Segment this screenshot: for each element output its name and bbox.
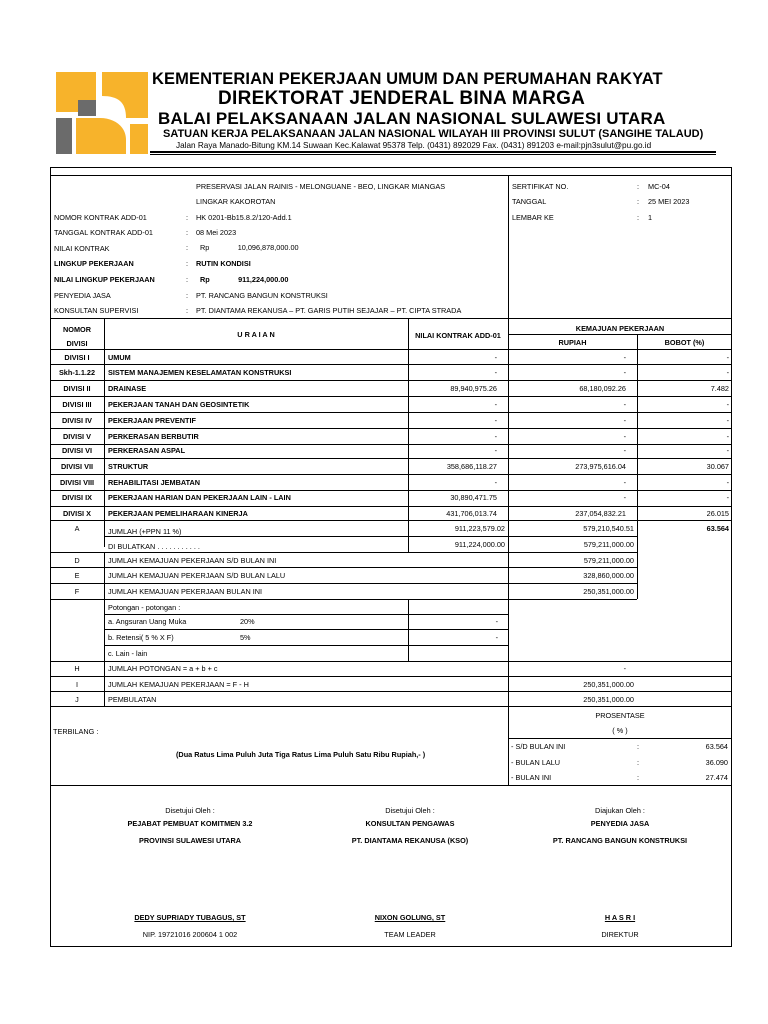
division-nilai: -: [494, 368, 497, 377]
division-bobot: -: [726, 446, 729, 455]
pct-lalu-label: - BULAN LALU: [511, 758, 561, 767]
sig2-position: TEAM LEADER: [384, 930, 436, 939]
division-bobot: -: [726, 416, 729, 425]
sig1-caption: Disetujui Oleh :: [165, 806, 215, 815]
row-line: [50, 396, 732, 397]
pct-lalu-value: 36.090: [705, 758, 728, 767]
info-label: NOMOR KONTRAK ADD-01: [54, 213, 147, 222]
row-line: [104, 645, 508, 646]
header-rule: [150, 151, 716, 153]
division-bobot: -: [726, 368, 729, 377]
division-rupiah: 237,054,832.21: [575, 509, 626, 518]
row-j-label: PEMBULATAN: [108, 695, 157, 704]
prosentase-label: PROSENTASE: [595, 711, 645, 720]
cert-value: 1: [648, 213, 653, 222]
header-ministry: KEMENTERIAN PEKERJAAN UMUM DAN PERUMAHAN RAKYAT: [152, 70, 663, 88]
division-nilai: -: [494, 353, 497, 362]
pot-b-val: -: [495, 633, 498, 642]
info-sep: :: [186, 275, 189, 284]
info-value: Rp 911,224,000.00: [200, 275, 289, 284]
cert-label: SERTIFIKAT NO.: [512, 182, 569, 191]
row-line: [50, 506, 732, 507]
division-rupiah: -: [623, 416, 626, 425]
division-no: DIVISI V: [63, 432, 91, 441]
table-top-rule: [50, 318, 732, 319]
division-nilai: -: [494, 478, 497, 487]
th-nilai: NILAI KONTRAK ADD-01: [415, 331, 501, 340]
sig3-title2: PT. RANCANG BANGUN KONSTRUKSI: [552, 836, 688, 845]
row-line: [50, 599, 637, 600]
row-line: [50, 706, 732, 707]
division-nilai: -: [494, 416, 497, 425]
division-no: Skh-1.1.22: [58, 368, 96, 377]
division-bobot: -: [726, 432, 729, 441]
division-uraian: STRUKTUR: [108, 462, 149, 471]
division-no: DIVISI II: [63, 384, 91, 393]
rounded-nilai: 911,224,000.00: [454, 540, 505, 549]
division-nilai: 431,706,013.74: [446, 509, 497, 518]
division-nilai: -: [494, 400, 497, 409]
info-top-rule: [50, 175, 732, 176]
row-line: [50, 412, 732, 413]
sig1-title1: PEJABAT PEMBUAT KOMITMEN 3.2: [127, 819, 253, 828]
sig2-caption: Disetujui Oleh :: [385, 806, 435, 815]
division-uraian: PEKERJAAN PREVENTIF: [108, 416, 196, 425]
col-line: [408, 599, 409, 661]
division-uraian: PEKERJAAN TANAH DAN GEOSINTETIK: [108, 400, 250, 409]
row-f-rupiah: 250,351,000.00: [583, 587, 634, 596]
sig2-title2: PT. DIANTAMA REKANUSA (KSO): [351, 836, 469, 845]
row-line: [50, 444, 732, 445]
row-line: [50, 676, 732, 677]
division-bobot: 7.482: [710, 384, 729, 393]
division-bobot: 30.067: [706, 462, 729, 471]
info-label: NILAI KONTRAK: [54, 244, 110, 253]
division-no: DIVISI VIII: [59, 478, 95, 487]
col-line: [104, 318, 105, 547]
division-rupiah: -: [623, 432, 626, 441]
row-i-rupiah: 250,351,000.00: [583, 680, 634, 689]
row-line: [50, 567, 637, 568]
info-value: PT. RANCANG BANGUN KONSTRUKSI: [196, 291, 328, 300]
terbilang-text: (Dua Ratus Lima Puluh Juta Tiga Ratus Lima Puluh Satu Ribu Rupiah,- ): [176, 750, 426, 759]
division-no: DIVISI I: [64, 353, 90, 362]
cert-label: LEMBAR KE: [512, 213, 554, 222]
pot-c-label: c. Lain - lain: [108, 649, 148, 658]
row-line: [104, 614, 508, 615]
info-sep: :: [186, 306, 189, 315]
row-j-rupiah: 250,351,000.00: [583, 695, 634, 704]
cert-sep: :: [637, 197, 640, 206]
division-nilai: -: [494, 446, 497, 455]
header-satker: SATUAN KERJA PELAKSANAAN JALAN NASIONAL WILAYAH III PROVINSI SULUT (SANGIHE TALAUD): [163, 128, 704, 140]
info-label: NILAI LINGKUP PEKERJAAN: [54, 275, 155, 284]
pct-ini-value: 27.474: [705, 773, 728, 782]
row-line: [50, 661, 732, 662]
row-e-no: E: [74, 571, 80, 580]
potongan-label: Potongan - potongan :: [108, 603, 181, 612]
division-bobot: 26.015: [706, 509, 729, 518]
header-address: Jalan Raya Manado-Bitung KM.14 Suwaan Kec.Kalawat 95378 Telp. (0431) 892029 Fax. (0431) 891203 e-mail:pjn3sulut@pu.go.id: [176, 141, 652, 150]
info-value: 08 Mei 2023: [196, 228, 237, 237]
pu-logo: [56, 72, 148, 154]
info-value: RUTIN KONDISI: [196, 259, 251, 268]
division-bobot: -: [726, 493, 729, 502]
row-line: [104, 536, 508, 537]
sig1-nip: NIP. 19721016 200604 1 002: [142, 930, 238, 939]
row-line: [50, 364, 732, 365]
info-value: Rp 10,096,878,000.00: [200, 243, 299, 252]
row-line: [50, 552, 637, 553]
sig3-title1: PENYEDIA JASA: [590, 819, 650, 828]
row-line: [50, 691, 732, 692]
sig3-position: DIREKTUR: [601, 930, 639, 939]
th-uraian: U R A I A N: [237, 330, 275, 339]
division-nilai: 358,686,118.27: [446, 462, 497, 471]
pot-a-label: a. Angsuran Uang Muka: [108, 617, 187, 626]
cert-sep: :: [637, 182, 640, 191]
division-no: DIVISI VII: [60, 462, 94, 471]
row-line: [50, 428, 732, 429]
division-rupiah: -: [623, 353, 626, 362]
th-divisi: DIVISI: [66, 339, 88, 348]
division-rupiah: -: [623, 446, 626, 455]
division-uraian: PEKERJAAN PEMELIHARAAN KINERJA: [108, 509, 248, 518]
info-label: TANGGAL KONTRAK ADD-01: [54, 228, 153, 237]
row-f-label: JUMLAH KEMAJUAN PEKERJAAN BULAN INI: [108, 587, 263, 596]
th-bobot: BOBOT (%): [664, 338, 705, 347]
division-bobot: -: [726, 478, 729, 487]
header-rule-thin: [150, 154, 716, 155]
terbilang-label: TERBILANG :: [53, 727, 99, 736]
division-bobot: -: [726, 400, 729, 409]
row-h-no: H: [74, 664, 80, 673]
row-a-bobot: 63.564: [706, 524, 729, 533]
row-d-label: JUMLAH KEMAJUAN PEKERJAAN S/D BULAN INI: [108, 556, 277, 565]
table-header-rule: [50, 349, 732, 350]
row-h-rupiah: -: [623, 664, 626, 673]
sig1-name: DEDY SUPRIADY TUBAGUS, ST: [134, 913, 246, 922]
row-i-no: I: [75, 680, 79, 689]
division-no: DIVISI IX: [61, 493, 92, 502]
kemajuan-rule: [508, 334, 732, 335]
row-line: [50, 490, 732, 491]
division-rupiah: -: [623, 368, 626, 377]
info-label: LINGKUP PEKERJAAN: [54, 259, 134, 268]
row-line: [50, 474, 732, 475]
division-uraian: REHABILITASI JEMBATAN: [108, 478, 201, 487]
info-sep: :: [186, 291, 189, 300]
th-kemajuan: KEMAJUAN PEKERJAAN: [575, 324, 665, 333]
pct-sd-sep: :: [637, 742, 640, 751]
division-uraian: DRAINASE: [108, 384, 147, 393]
division-rupiah: -: [623, 400, 626, 409]
row-a-label: JUMLAH (+PPN 11 %): [108, 527, 182, 536]
division-rupiah: -: [623, 493, 626, 502]
info-value: HK 0201-Bb15.8.2/120-Add.1: [196, 213, 292, 222]
info-sep: :: [186, 243, 189, 252]
header-directorate: DIREKTORAT JENDERAL BINA MARGA: [218, 88, 586, 109]
division-rupiah: 68,180,092.26: [579, 384, 626, 393]
info-label: KONSULTAN SUPERVISI: [54, 306, 139, 315]
row-i-label: JUMLAH KEMAJUAN PEKERJAAN = F - H: [108, 680, 249, 689]
row-line: [508, 738, 732, 739]
row-line: [508, 536, 637, 537]
division-nilai: 89,940,975.26: [450, 384, 497, 393]
division-no: DIVISI VI: [61, 446, 92, 455]
info-sep: :: [186, 228, 189, 237]
division-uraian: PERKERASAN BERBUTIR: [108, 432, 199, 441]
cert-value: MC-04: [648, 182, 670, 191]
sig3-name: H A S R I: [604, 913, 636, 922]
pot-a-pct: 20%: [240, 617, 255, 626]
prosentase-unit: ( % ): [612, 726, 628, 735]
pot-b-label: b. Retensi( 5 % X F): [108, 633, 174, 642]
pct-sd-value: 63.564: [705, 742, 728, 751]
division-uraian: PEKERJAAN HARIAN DAN PEKERJAAN LAIN - LAIN: [108, 493, 291, 502]
row-d-no: D: [74, 556, 80, 565]
info-label: PENYEDIA JASA: [54, 291, 111, 300]
header-balai: BALAI PELAKSANAAN JALAN NASIONAL SULAWESI UTARA: [158, 109, 666, 128]
row-e-label: JUMLAH KEMAJUAN PEKERJAAN S/D BULAN LALU: [108, 571, 286, 580]
row-line: [50, 380, 732, 381]
sig3-caption: Diajukan Oleh :: [595, 806, 645, 815]
division-uraian: PERKERASAN ASPAL: [108, 446, 186, 455]
pct-lalu-sep: :: [637, 758, 640, 767]
pot-b-pct: 5%: [240, 633, 251, 642]
row-d-rupiah: 579,211,000.00: [583, 556, 634, 565]
sig2-title1: KONSULTAN PENGAWAS: [365, 819, 455, 828]
row-f-no: F: [74, 587, 80, 596]
division-no: DIVISI X: [63, 509, 91, 518]
th-rupiah: RUPIAH: [558, 338, 587, 347]
row-j-no: J: [75, 695, 79, 704]
division-no: DIVISI III: [62, 400, 92, 409]
division-bobot: -: [726, 353, 729, 362]
rounded-rupiah: 579,211,000.00: [583, 540, 634, 549]
row-line: [50, 458, 732, 459]
info-sep: :: [186, 259, 189, 268]
row-line: [50, 520, 732, 521]
row-a-rupiah: 579,210,540.51: [583, 524, 634, 533]
division-nilai: 30,890,471.75: [450, 493, 497, 502]
division-rupiah: -: [623, 478, 626, 487]
pot-a-val: -: [495, 617, 498, 626]
project-name-line1: PRESERVASI JALAN RAINIS - MELONGUANE - BEO, LINGKAR MIANGAS: [196, 182, 446, 191]
division-no: DIVISI IV: [61, 416, 92, 425]
cert-sep: :: [637, 213, 640, 222]
cert-value: 25 MEI 2023: [648, 197, 690, 206]
project-name-line2: LINGKAR KAKOROTAN: [196, 197, 276, 206]
th-nomor: NOMOR: [63, 325, 91, 334]
info-value: PT. DIANTAMA REKANUSA – PT. GARIS PUTIH SEJAJAR – PT. CIPTA STRADA: [196, 306, 462, 315]
sig2-name: NIXON GOLUNG, ST: [374, 913, 446, 922]
pct-ini-sep: :: [637, 773, 640, 782]
cert-divider: [508, 175, 509, 318]
rounded-label: DI BULATKAN . . . . . . . . . . .: [108, 542, 200, 551]
info-sep: :: [186, 213, 189, 222]
division-uraian: SISTEM MANAJEMEN KESELAMATAN KONSTRUKSI: [108, 368, 292, 377]
division-rupiah: 273,975,616.04: [575, 462, 626, 471]
pct-sd-label: - S/D BULAN INI: [511, 742, 566, 751]
cert-label: TANGGAL: [512, 197, 547, 206]
pct-ini-label: - BULAN INI: [511, 773, 552, 782]
row-a-nilai: 911,223,579.02: [454, 524, 505, 533]
row-line: [104, 629, 508, 630]
row-line: [50, 583, 637, 584]
division-uraian: UMUM: [108, 353, 131, 362]
row-h-label: JUMLAH POTONGAN = a + b + c: [108, 664, 218, 673]
row-e-rupiah: 328,860,000.00: [583, 571, 634, 580]
sig1-title2: PROVINSI SULAWESI UTARA: [138, 836, 242, 845]
terbilang-bottom-rule: [50, 785, 732, 786]
row-a-no: A: [74, 524, 80, 533]
division-nilai: -: [494, 432, 497, 441]
